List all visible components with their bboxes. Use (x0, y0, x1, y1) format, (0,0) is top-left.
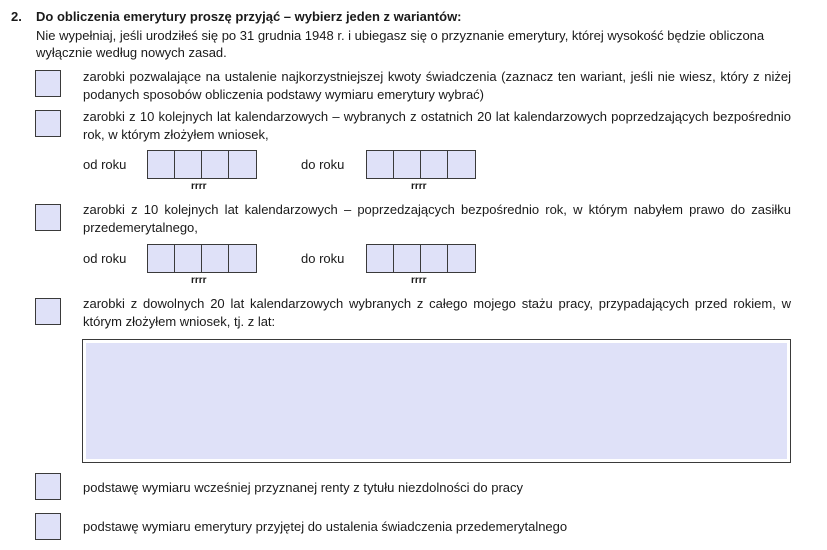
option-6-text: podstawę wymiaru emerytury przyjętej do ustalenia świadczenia przedemerytalnego (83, 519, 568, 534)
option-2-from-year-input[interactable] (147, 150, 257, 179)
option-3-to-year-input[interactable] (366, 244, 476, 273)
option-2-to-label: do roku (301, 157, 345, 172)
option-3-from-label: od roku (83, 251, 127, 266)
option-1-checkbox[interactable] (35, 70, 61, 97)
option-2-from-year-hint: rrrr (191, 181, 207, 192)
section-number: 2. (11, 9, 22, 24)
section-title: Do obliczenia emerytury proszę przyjąć – wybierz jeden z wariantów: (36, 9, 462, 24)
option-3-to-year-hint: rrrr (411, 275, 427, 286)
option-3-text: zarobki z 10 kolejnych lat kalendarzowych – poprzedzających bezpośrednio rok, w którym nabyłem prawo do zasiłku przedemerytalnego, (83, 202, 791, 235)
section-note: Nie wypełniaj, jeśli urodziłeś się po 31 grudnia 1948 r. i ubiegasz się o przyznanie emerytury, której wysokość będzie obliczona wyłącznie według nowych zasad. (36, 28, 765, 60)
option-2-checkbox[interactable] (35, 110, 61, 137)
option-4-text: zarobki z dowolnych 20 lat kalendarzowych wybranych z całego mojego stażu pracy, przypadających przed rokiem, w którym złożyłem wniosek, tj. z lat: (83, 296, 791, 329)
option-2-to-year-input[interactable] (366, 150, 476, 179)
option-6-checkbox[interactable] (35, 513, 61, 540)
option-3-from-year-hint: rrrr (191, 275, 207, 286)
option-3-from-year-input[interactable] (147, 244, 257, 273)
option-5-text: podstawę wymiaru wcześniej przyznanej renty z tytułu niezdolności do pracy (83, 480, 524, 495)
option-2-to-year-hint: rrrr (411, 181, 427, 192)
option-1-text: zarobki pozwalające na ustalenie najkorzystniejszej kwoty świadczenia (zaznacz ten wariant, jeśli nie wiesz, który z niżej podanych sposobów obliczenia podstawy wymiaru emerytury wybrać) (83, 69, 791, 102)
option-4-years-textarea[interactable] (82, 339, 791, 463)
option-2-text: zarobki z 10 kolejnych lat kalendarzowych – wybranych z ostatnich 20 lat kalendarzowych poprzedzających bezpośrednio rok, w którym złożyłem wniosek, (83, 109, 791, 142)
option-3-checkbox[interactable] (35, 204, 61, 231)
option-4-checkbox[interactable] (35, 298, 61, 325)
option-3-to-label: do roku (301, 251, 345, 266)
option-5-checkbox[interactable] (35, 473, 61, 500)
option-2-from-label: od roku (83, 157, 127, 172)
